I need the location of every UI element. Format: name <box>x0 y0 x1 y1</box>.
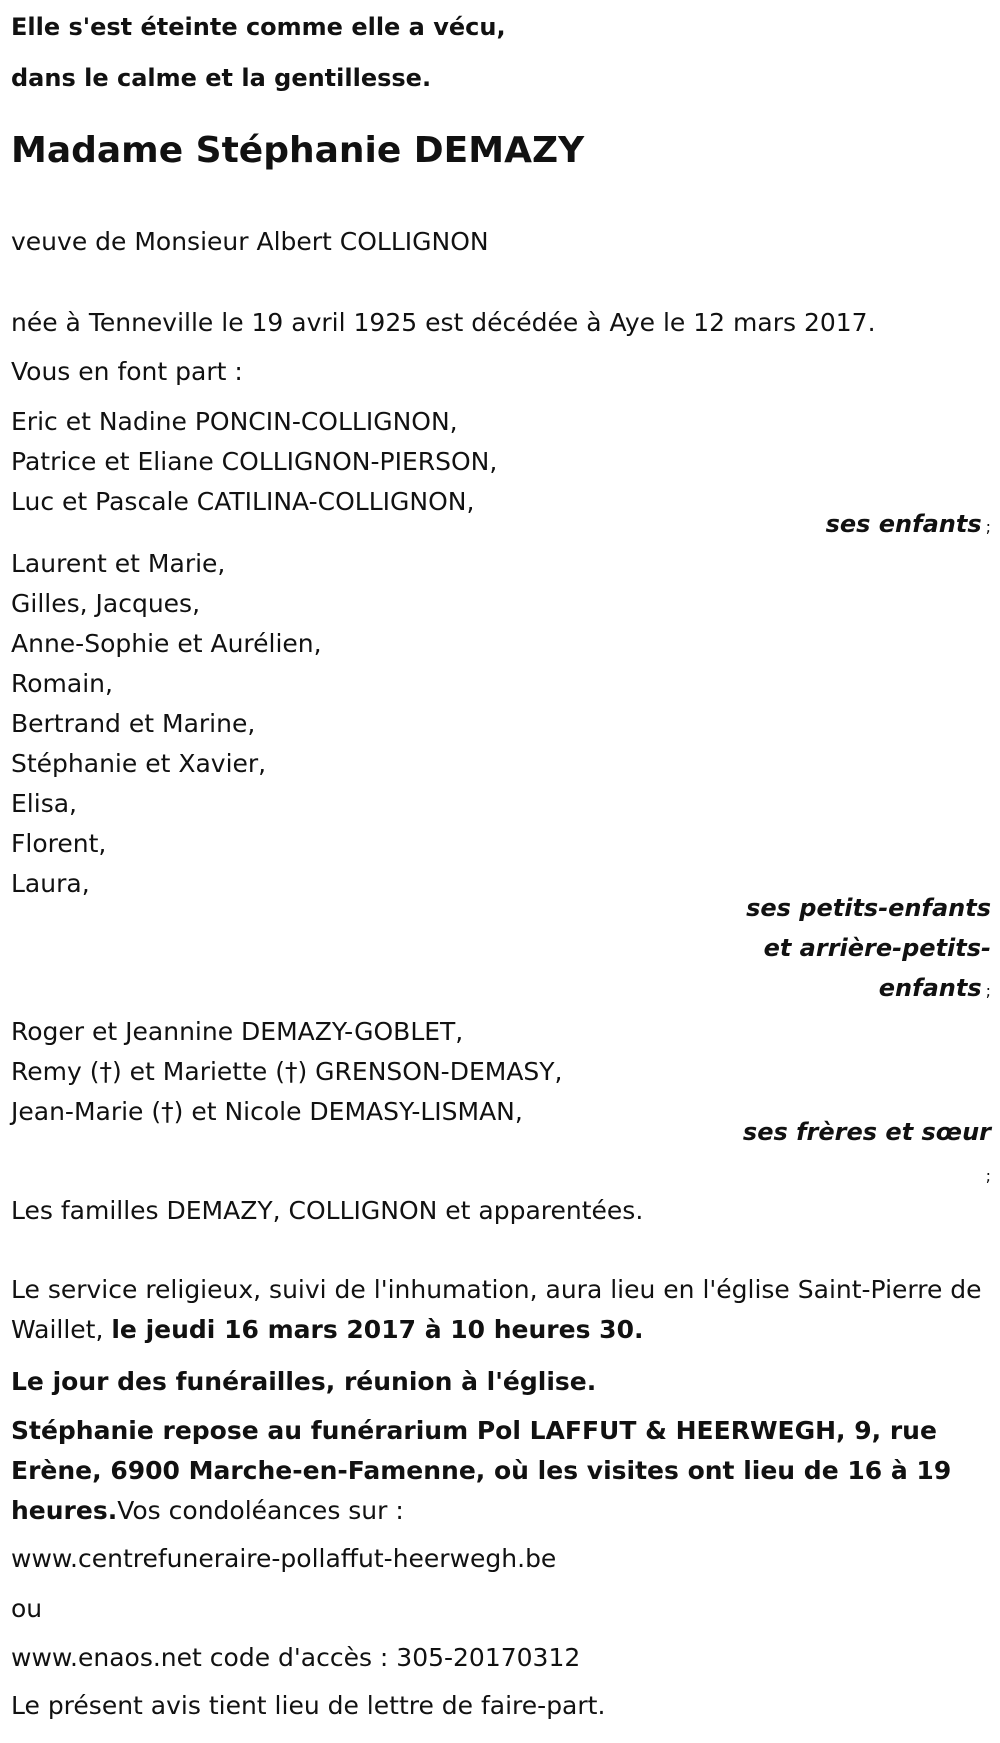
relation-label-line-2: et arrière-petits- <box>763 934 991 962</box>
relation-punct: ; <box>985 517 991 536</box>
epitaph <box>11 2 506 104</box>
list-item: Roger et Jeannine DEMAZY-GOBLET, <box>11 1017 464 1046</box>
list-item: Laurent et Marie, <box>11 549 226 578</box>
relation-label-line-1: ses petits-enfants <box>746 894 991 922</box>
funerarium-text: Stéphanie repose au funérarium Pol LAFFUT & HEERWEGH, 9, rue Erène, 6900 Marche-en-Famenne, où les visites ont lieu de 16 à 19 heures. <box>11 1416 952 1525</box>
relation-siblings: ses frères et sœur <box>742 1118 991 1146</box>
spouse-line: veuve de Monsieur Albert COLLIGNON <box>11 227 489 256</box>
relation-label: ses enfants <box>825 510 982 538</box>
list-item: Anne-Sophie et Aurélien, <box>11 629 322 658</box>
birth-death-line: née à Tenneville le 19 avril 1925 est décédée à Aye le 12 mars 2017. <box>11 308 876 337</box>
condolences-text: Vos condoléances sur : <box>117 1496 404 1525</box>
siblings-list <box>11 1012 563 1132</box>
website-1[interactable]: www.centrefuneraire-pollaffut-heerwegh.be <box>11 1544 557 1573</box>
list-item: Romain, <box>11 669 113 698</box>
epitaph-line-1: Elle s'est éteinte comme elle a vécu, <box>11 13 506 41</box>
funerarium-paragraph <box>11 1411 991 1531</box>
list-item: Elisa, <box>11 789 77 818</box>
children-list <box>11 402 497 522</box>
list-item: Florent, <box>11 829 107 858</box>
or-separator: ou <box>11 1594 43 1623</box>
announce-intro: Vous en font part : <box>11 357 243 386</box>
list-item: Eric et Nadine PONCIN-COLLIGNON, <box>11 407 458 436</box>
relation-label-line-3: enfants <box>878 974 982 1002</box>
service-text: Le service religieux, suivi de l'inhumation, aura lieu en l'église Saint-Pierre de Waillet, <box>11 1275 982 1344</box>
list-item: Luc et Pascale CATILINA-COLLIGNON, <box>11 487 475 516</box>
list-item: Stéphanie et Xavier, <box>11 749 267 778</box>
service-date: le jeudi 16 mars 2017 à 10 heures 30. <box>111 1315 644 1344</box>
list-item: Laura, <box>11 869 90 898</box>
website-2[interactable]: www.enaos.net code d'accès : 305-20170312 <box>11 1643 581 1672</box>
meeting-line: Le jour des funérailles, réunion à l'église. <box>11 1367 597 1396</box>
list-item: Jean-Marie (†) et Nicole DEMASY-LISMAN, <box>11 1097 523 1126</box>
list-item: Bertrand et Marine, <box>11 709 256 738</box>
relation-children <box>826 504 991 547</box>
closing-line: Le présent avis tient lieu de lettre de faire-part. <box>11 1691 606 1720</box>
relation-grandchildren <box>746 888 991 1011</box>
list-item: Patrice et Eliane COLLIGNON-PIERSON, <box>11 447 498 476</box>
deceased-name: Madame Stéphanie DEMAZY <box>11 130 585 171</box>
grandchildren-list <box>11 544 322 904</box>
epitaph-line-2: dans le calme et la gentillesse. <box>11 64 432 92</box>
relation-punct: ; <box>985 1166 991 1185</box>
list-item: Remy (†) et Mariette (†) GRENSON-DEMASY, <box>11 1057 563 1086</box>
relation-punct: ; <box>985 981 991 1000</box>
service-paragraph <box>11 1270 996 1350</box>
list-item: Gilles, Jacques, <box>11 589 201 618</box>
families-line: Les familles DEMAZY, COLLIGNON et apparentées. <box>11 1196 644 1225</box>
